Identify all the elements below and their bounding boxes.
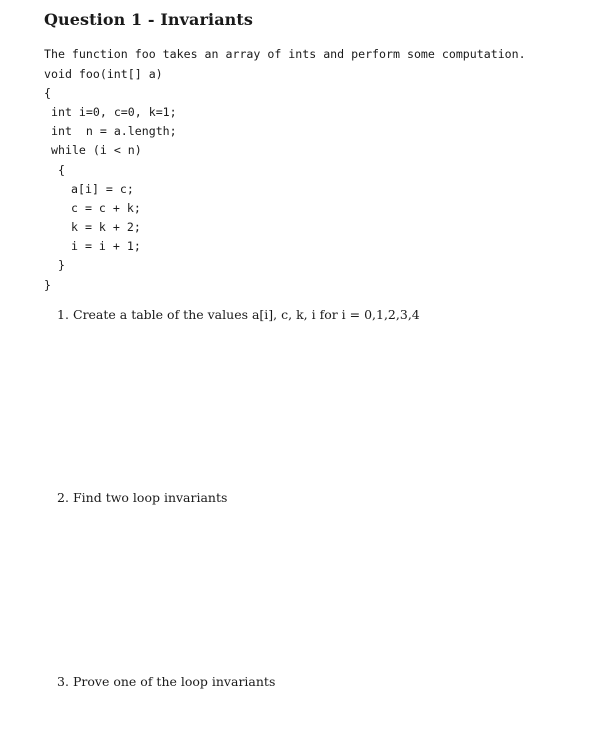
task-number: 3. bbox=[57, 674, 69, 689]
task-item-1 bbox=[57, 307, 420, 322]
task-number: 2. bbox=[57, 490, 69, 505]
code-loop-close-brace: } bbox=[58, 258, 65, 272]
code-statement-3: k = k + 2; bbox=[71, 220, 141, 234]
code-signature: void foo(int[] a) bbox=[44, 67, 163, 81]
task-text: Find two loop invariants bbox=[73, 490, 228, 505]
code-loop-header: while (i < n) bbox=[51, 143, 142, 157]
code-statement-1: a[i] = c; bbox=[71, 182, 134, 196]
task-text: Create a table of the values a[i], c, k, i for i = 0,1,2,3,4 bbox=[73, 307, 420, 322]
code-statement-2: c = c + k; bbox=[71, 201, 141, 215]
task-item-3 bbox=[57, 674, 275, 689]
code-declaration-2: int n = a.length; bbox=[51, 124, 177, 138]
task-item-2 bbox=[57, 490, 227, 505]
code-loop-open-brace: { bbox=[58, 163, 65, 177]
task-number: 1. bbox=[57, 307, 69, 322]
code-declaration-1: int i=0, c=0, k=1; bbox=[51, 105, 177, 119]
code-close-brace: } bbox=[44, 278, 51, 292]
code-statement-4: i = i + 1; bbox=[71, 239, 141, 253]
task-text: Prove one of the loop invariants bbox=[73, 674, 276, 689]
intro-text: The function foo takes an array of ints and perform some computation. bbox=[44, 47, 526, 61]
question-title: Question 1 - Invariants bbox=[44, 10, 254, 29]
code-open-brace: { bbox=[44, 86, 51, 100]
